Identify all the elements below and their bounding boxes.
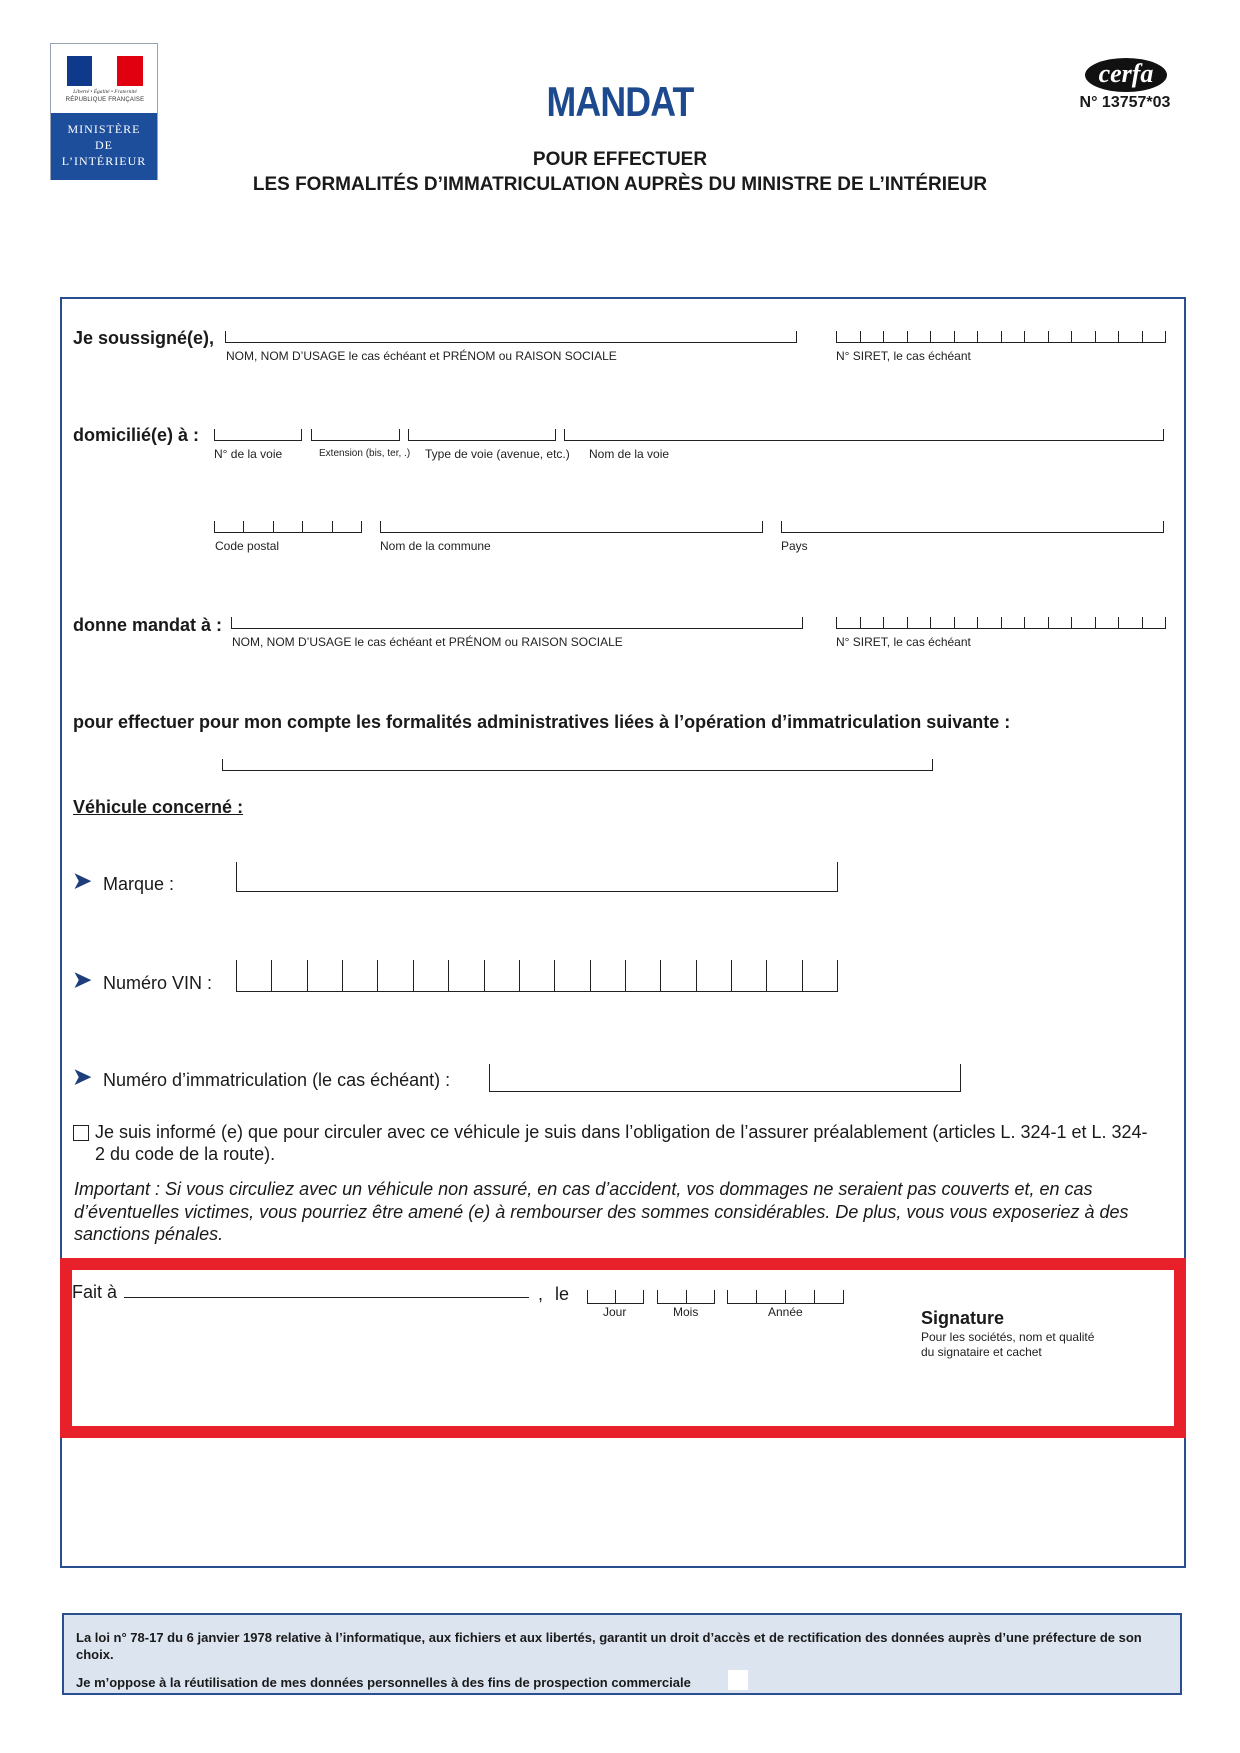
immat-label: Numéro d’immatriculation (le cas échéant) : <box>103 1070 451 1090</box>
postal-code-field[interactable] <box>214 521 362 533</box>
vin-label: Numéro VIN : <box>103 973 213 993</box>
important-text: Important : Si vous circuliez avec un véhicule non assuré, en cas d’accident, vos dommages ne seraient pas couverts et, en cas d’éventuelles victimes, vous pourriez être amené (e) à rembourser des sommes considérables. De plus, vous vous exposeriez à des sanctions pénales. <box>74 1179 1129 1244</box>
logo-ministry-line1: MINISTÈRE <box>67 122 141 136</box>
annee-caption: Année <box>768 1305 803 1319</box>
domicile-name-caption: Nom de la voie <box>589 447 670 461</box>
commune-field[interactable] <box>380 521 763 533</box>
fait-a-field[interactable] <box>124 1286 529 1298</box>
arrowhead-bullet-icon: ➤ <box>73 1064 92 1089</box>
fait-a-label: Fait à <box>72 1282 118 1302</box>
vin-field[interactable] <box>236 960 838 992</box>
domicile-num-caption: N° de la voie <box>214 447 283 461</box>
soussigne-name-field[interactable] <box>225 331 797 343</box>
mandataire-name-field[interactable] <box>231 617 803 629</box>
soussigne-siret-field[interactable] <box>836 331 1166 343</box>
mandataire-name-caption: NOM, NOM D’USAGE le cas échéant et PRÉNOM ou RAISON SOCIALE <box>232 635 623 649</box>
signature-note-line1: Pour les sociétés, nom et qualité <box>921 1330 1095 1344</box>
oppose-checkbox-icon[interactable] <box>728 1670 748 1690</box>
annee-field[interactable] <box>727 1290 844 1304</box>
domicile-type-caption: Type de voie (avenue, etc.) <box>425 447 570 461</box>
domicile-label: domicilié(e) à : <box>73 425 200 445</box>
le-label: le <box>555 1284 570 1304</box>
arrowhead-bullet-icon: ➤ <box>73 868 92 893</box>
oppose-text: Je m’oppose à la réutilisation de mes données personnelles à des fins de prospection commerciale <box>76 1675 691 1690</box>
vehicle-heading: Véhicule concerné : <box>73 797 244 817</box>
logo-ministry-line3: L’INTÉRIEUR <box>61 154 147 168</box>
insurance-text: Je suis informé (e) que pour circuler avec ce véhicule je suis dans l’obligation de l’assurer préalablement (articles L. 324-1 et L. 324-2 du code de la route). <box>95 1122 1148 1164</box>
domicile-type-field[interactable] <box>408 429 556 441</box>
subtitle-line1: POUR EFFECTUER <box>532 149 708 170</box>
soussigne-siret-caption: N° SIRET, le cas échéant <box>836 349 971 363</box>
logo-motto: Liberté • Égalité • Fraternité <box>73 89 137 95</box>
country-field[interactable] <box>781 521 1164 533</box>
logo-ministry-line2: DE <box>95 138 113 152</box>
operation-label: pour effectuer pour mon compte les formalités administratives liées à l’opération d’immatriculation suivante : <box>73 712 1011 732</box>
soussigne-label: Je soussigné(e), <box>73 328 215 348</box>
mandataire-siret-field[interactable] <box>836 617 1166 629</box>
cerfa-logo: cerfa <box>1085 58 1167 92</box>
comma-separator: , <box>538 1284 544 1304</box>
cerfa-number: N° 13757*03 <box>1079 94 1171 111</box>
jour-field[interactable] <box>587 1290 644 1304</box>
immat-field[interactable] <box>489 1064 961 1092</box>
domicile-ext-caption: Extension (bis, ter, .) <box>319 448 411 459</box>
signature-note-line2: du signataire et cachet <box>921 1345 1042 1359</box>
checkbox-icon[interactable] <box>73 1125 89 1141</box>
postal-code-caption: Code postal <box>215 539 280 553</box>
domicile-ext-field[interactable] <box>311 429 400 441</box>
logo-republic: RÉPUBLIQUE FRANÇAISE <box>65 97 145 103</box>
operation-field[interactable] <box>222 759 933 771</box>
marque-label: Marque : <box>103 874 175 894</box>
domicile-name-field[interactable] <box>564 429 1164 441</box>
cnil-footer <box>62 1613 1182 1695</box>
domicile-num-field[interactable] <box>214 429 302 441</box>
country-caption: Pays <box>781 539 808 553</box>
jour-caption: Jour <box>603 1305 627 1319</box>
marque-field[interactable] <box>236 862 838 892</box>
law-text: La loi n° 78-17 du 6 janvier 1978 relative à l’informatique, aux fichiers et aux libertés, garantit un droit d’accès et de rectification des données auprès d’une préfecture de son choix. <box>76 1630 1142 1662</box>
commune-caption: Nom de la commune <box>380 539 491 553</box>
mois-caption: Mois <box>673 1305 699 1319</box>
soussigne-name-caption: NOM, NOM D’USAGE le cas échéant et PRÉNOM ou RAISON SOCIALE <box>226 349 617 363</box>
arrowhead-bullet-icon: ➤ <box>73 967 92 992</box>
mandataire-siret-caption: N° SIRET, le cas échéant <box>836 635 971 649</box>
page-title: MANDAT <box>546 78 694 125</box>
mandataire-label: donne mandat à : <box>73 615 223 635</box>
signature-title: Signature <box>921 1308 1005 1328</box>
mois-field[interactable] <box>657 1290 715 1304</box>
subtitle-line2: LES FORMALITÉS D’IMMATRICULATION AUPRÈS DU MINISTRE DE L’INTÉRIEUR <box>252 174 988 195</box>
